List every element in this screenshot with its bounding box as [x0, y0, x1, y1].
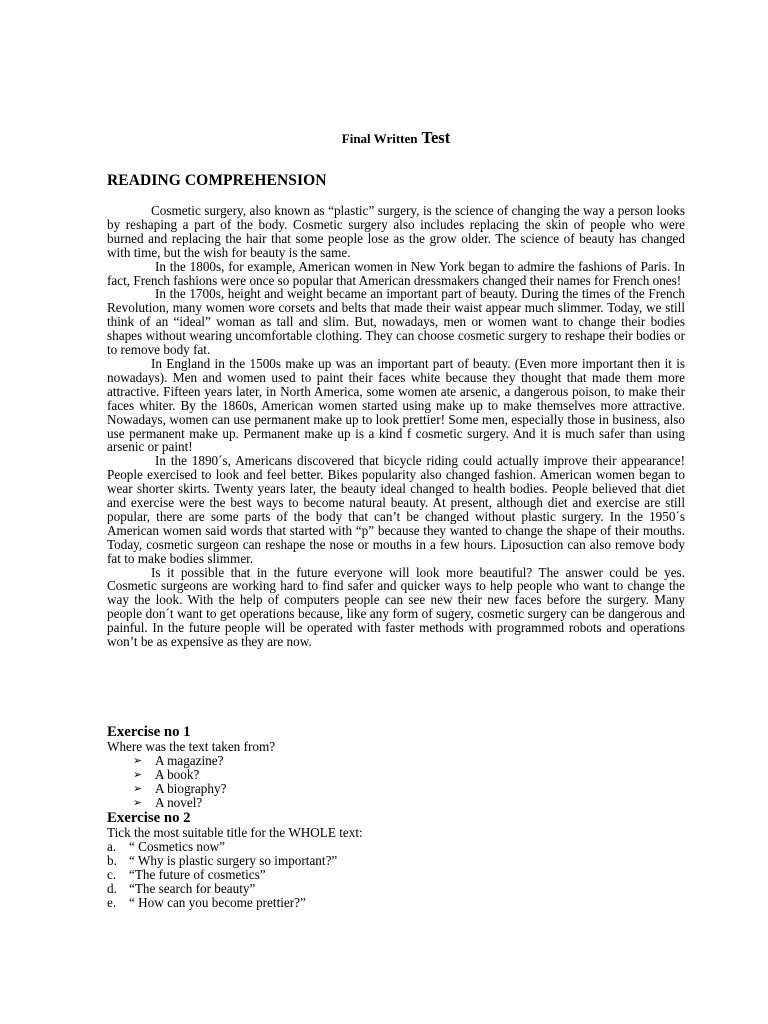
list-item [133, 754, 685, 768]
option-text: “ How can you become prettier?” [129, 894, 306, 910]
option-marker: b. [107, 852, 117, 868]
paragraph: In England in the 1500s make up was an important part of beauty. (Even more important then it is nowadays). Men and women used to paint their faces white because they thought that made them more attractive. Fifteen years later, in North America, some women ate arsenic, a dangerous poison, to make their faces whiter. By the 1860s, American women started using make up to make themselves more attractive. Nowadays, women can use permanent make up to look prettier! Some men, especially those in business, also use permanent make up. Permanent make up is a kind f cosmetic surgery. And it is much safer than using arsenic or paint! [107, 355, 685, 455]
list-item [133, 796, 685, 810]
option-text: A novel? [155, 794, 203, 810]
exercise-2-heading: Exercise no 2 [107, 810, 191, 826]
list-item [107, 854, 685, 868]
option-text: “ Cosmetics now” [129, 838, 225, 854]
paragraph: In the 1800s, for example, American women in New York began to admire the fashions of Paris. In fact, French fashions were once so popular that American dressmakers changed their names for French ones! [107, 258, 685, 288]
option-text: “ Why is plastic surgery so important?” [129, 852, 338, 868]
exercise-1-heading: Exercise no 1 [107, 724, 191, 740]
exercise-2-question: Tick the most suitable title for the WHOLE text: [107, 825, 363, 840]
paragraph: Is it possible that in the future everyone will look more beautiful? The answer could be yes. Cosmetic surgeons are working hard to find safer and quicker ways to help people who want to change the way the look. With the help of computers people can see new their new faces before the surgery. Many people don´t want to get operations because, like any form of sugery, cosmetic surgery can be dangerous and painful. In the future people will be operated with faster methods with programmed robots and operations won’t be as expensive as they are now. [107, 564, 685, 650]
title-big-text: Test [421, 128, 451, 147]
option-text: A book? [155, 766, 200, 782]
arrow-bullet-icon: ➢ [133, 795, 143, 809]
exercise-2 [107, 810, 685, 909]
exercise-2-options [107, 840, 685, 910]
list-item [107, 868, 685, 882]
list-item [133, 768, 685, 782]
document-title [107, 128, 685, 148]
option-marker: a. [107, 838, 117, 854]
paragraph: In the 1890´s, Americans discovered that bicycle riding could actually improve their appearance! People exercised to look and feel better. Bikes popularity also changed fashion. American women began to wear shorter skirts. Twenty years later, the beauty ideal changed to health bodies. People believed that diet and exercise were the best ways to become natural beauty. At present, although diet and exercise are still popular, there are some parts of the body that can’t be changed without plastic surgery. In the 1950´s American women said words that started with “p” because they wanted to change the shape of their mouths. Today, cosmetic surgeon can reshape the nose or mouths in a few hours. Liposuction can also remove body fat to make bodies slimmer. [107, 453, 685, 566]
reading-passage [107, 204, 685, 649]
arrow-bullet-icon: ➢ [133, 781, 143, 795]
list-item [107, 896, 685, 910]
paragraph: Cosmetic surgery, also known as “plastic” surgery, is the science of changing the way a person looks by reshaping a part of the body. Cosmetic surgery also includes replacing the skin of people who were burned and replacing the hair that some people lose as the grow older. The science of beauty has changed with time, but the wish for beauty is the same. [107, 203, 685, 260]
arrow-bullet-icon: ➢ [133, 753, 143, 767]
arrow-bullet-icon: ➢ [133, 767, 143, 781]
option-marker: c. [107, 866, 117, 882]
option-marker: e. [107, 894, 117, 910]
list-item [107, 840, 685, 854]
option-marker: d. [107, 880, 117, 896]
exercise-1-question: Where was the text taken from? [107, 739, 276, 754]
option-text: “The search for beauty” [129, 880, 256, 896]
exercise-1 [107, 724, 685, 810]
list-item [107, 882, 685, 896]
title-small-text: Final Written [341, 131, 418, 146]
section-heading: READING COMPREHENSION [107, 172, 327, 189]
option-text: A biography? [155, 780, 227, 796]
list-item [133, 782, 685, 796]
option-text: A magazine? [155, 752, 224, 768]
exercise-1-options [107, 754, 685, 810]
option-text: “The future of cosmetics” [129, 866, 266, 882]
paragraph: In the 1700s, height and weight became an important part of beauty. During the times of the French Revolution, many women wore corsets and belts that made their waist appear much slimmer. Today, we still think of an “ideal” woman as tall and slim. But, nowadays, men or women want to change their bodies shapes without wearing uncomfortable clothing. They can choose cosmetic surgery to reshape their bodies or to remove body fat. [107, 286, 685, 358]
